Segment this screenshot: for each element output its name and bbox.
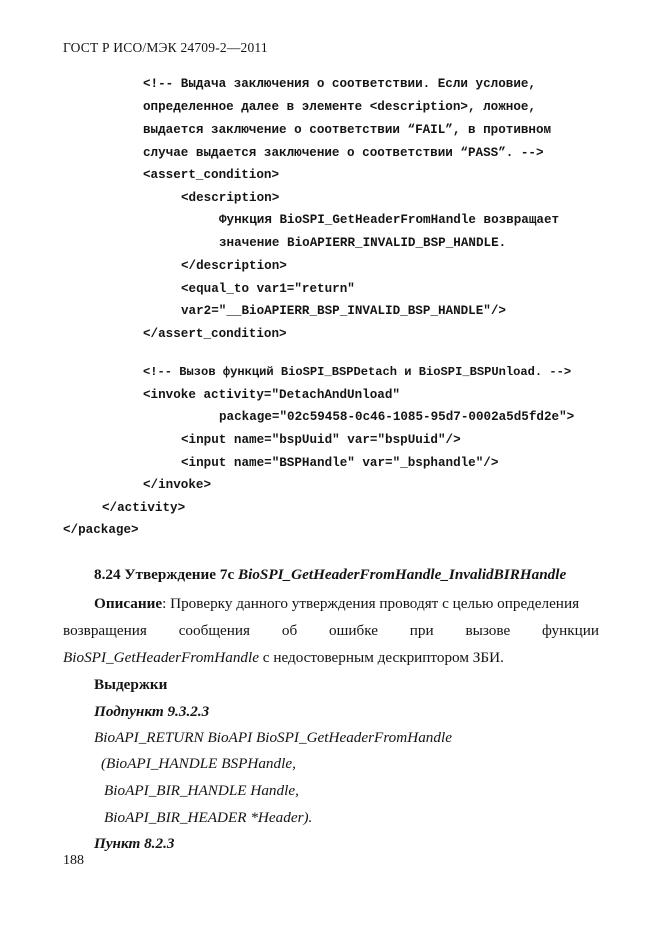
code-line: </package> [63,523,139,537]
description-word: об [281,622,298,639]
description-word: возвращения [63,622,147,639]
section-title: BioSPI_GetHeaderFromHandle_InvalidBIRHandle [237,566,567,583]
code-line: var2="__BioAPIERR_BSP_INVALID_BSP_HANDLE"/> [181,304,506,318]
section-number: 8.24 Утверждение 7с [94,566,238,583]
code-line: </invoke> [143,478,212,492]
signature-line: BioAPI_BIR_HEADER *Header). [104,809,313,826]
signature-line: BioAPI_RETURN BioAPI BioSPI_GetHeaderFromHandle [94,729,452,746]
running-header: ГОСТ Р ИСО/МЭК 24709-2—2011 [63,40,268,55]
description-word: ошибке [329,622,378,639]
code-comment-line: <!-- Выдача заключения о соответствии. Если условие, [143,77,536,91]
code-line: <equal_to var1="return" [181,282,355,296]
code-line: <description> [181,191,280,205]
code-comment-line: <!-- Вызов функций BioSPI_BSPDetach и BioSPI_BSPUnload. --> [143,365,572,379]
code-line: <assert_condition> [143,168,280,182]
description-line-1 [94,595,579,613]
code-line: Функция BioSPI_GetHeaderFromHandle возвращает [219,213,560,227]
description-text: с недостоверным дескриптором ЗБИ. [258,649,504,666]
description-word: при [409,622,434,639]
code-comment-line: выдается заключение о соответствии “FAIL”, в противном [143,123,552,137]
clause-heading: Пункт 8.2.3 [94,835,175,852]
code-line: <input name="bspUuid" var="bspUuid"/> [181,433,461,447]
code-comment-line: случае выдается заключение о соответствии “PASS”. --> [143,146,544,160]
description-line-2 [63,622,599,640]
description-word: вызове [465,622,511,639]
section-heading [94,566,566,584]
code-line: <input name="BSPHandle" var="_bsphandle"/> [181,456,499,470]
code-line: значение BioAPIERR_INVALID_BSP_HANDLE. [219,236,507,250]
code-line: <invoke activity="DetachAndUnload" [143,388,400,402]
signature-line: (BioAPI_HANDLE BSPHandle, [101,755,296,772]
code-line: </assert_condition> [143,327,287,341]
code-line: </description> [181,259,287,273]
page-number: 188 [63,853,84,868]
description-word: функции [542,622,599,639]
code-line: </activity> [102,501,186,515]
description-word: сообщения [178,622,251,639]
description-line-3 [63,649,504,667]
code-comment-line: определенное далее в элементе <description>, ложное, [143,100,536,114]
function-name: BioSPI_GetHeaderFromHandle [63,649,259,666]
signature-line: BioAPI_BIR_HANDLE Handle, [104,782,299,799]
description-label: Описание [94,595,163,612]
code-line: package="02c59458-0c46-1085-95d7-0002a5d5fd2e"> [219,410,575,424]
subclause-heading: Подпункт 9.3.2.3 [94,703,210,720]
extracts-heading: Выдержки [94,676,168,693]
description-text: : Проверку данного утверждения проводят с целью определения [162,595,580,612]
